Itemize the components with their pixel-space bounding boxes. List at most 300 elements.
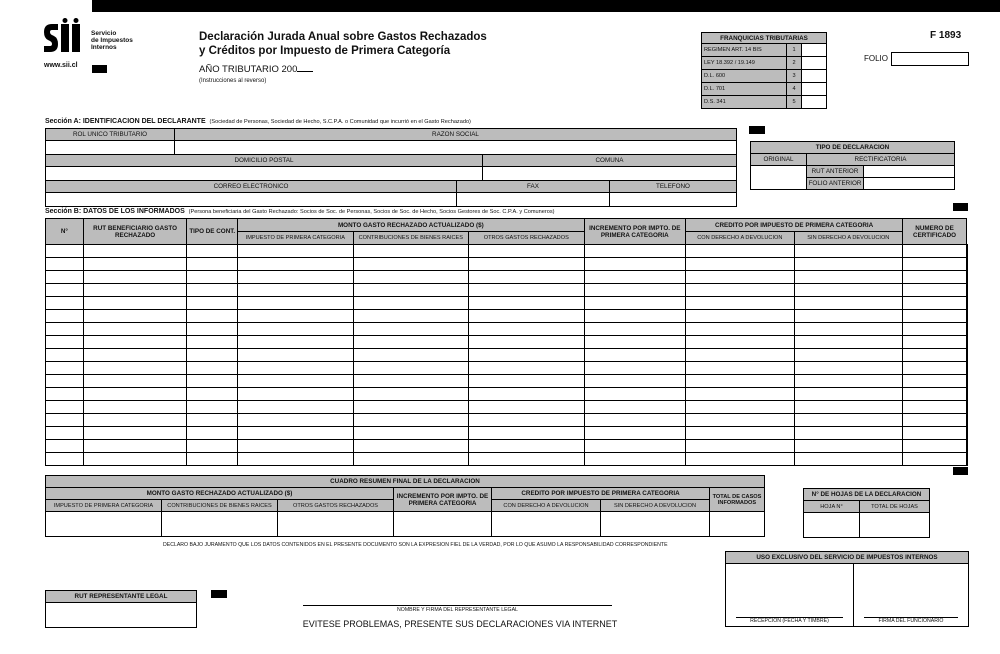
- table-cell[interactable]: [353, 323, 469, 336]
- table-cell[interactable]: [469, 297, 584, 310]
- table-cell[interactable]: [83, 388, 187, 401]
- table-cell[interactable]: [469, 414, 584, 427]
- corner-mark: [211, 590, 227, 598]
- original-box[interactable]: [751, 166, 807, 190]
- resumen-imp-field[interactable]: [46, 512, 162, 537]
- tipo-declaracion-table: [750, 141, 955, 190]
- table-cell[interactable]: [794, 440, 902, 453]
- table-cell[interactable]: [967, 245, 968, 258]
- table-cell[interactable]: [238, 362, 353, 375]
- table-cell[interactable]: [46, 349, 84, 362]
- table-cell[interactable]: [903, 323, 967, 336]
- table-cell[interactable]: [83, 258, 187, 271]
- table-cell[interactable]: [584, 284, 686, 297]
- table-cell[interactable]: [469, 349, 584, 362]
- resumen-total: TOTAL DE CASOS INFORMADOS: [710, 488, 765, 512]
- table-cell[interactable]: [353, 362, 469, 375]
- table-cell[interactable]: [238, 427, 353, 440]
- table-cell[interactable]: [46, 388, 84, 401]
- table-cell[interactable]: [469, 336, 584, 349]
- table-row: [46, 258, 968, 271]
- table-cell[interactable]: [83, 349, 187, 362]
- table-cell[interactable]: [967, 336, 968, 349]
- table-cell[interactable]: [83, 310, 187, 323]
- table-cell[interactable]: [83, 440, 187, 453]
- table-cell[interactable]: [187, 258, 238, 271]
- table-cell[interactable]: [46, 401, 84, 414]
- hojas-title: N° DE HOJAS DE LA DECLARACION: [804, 489, 930, 501]
- table-cell[interactable]: [238, 388, 353, 401]
- table-cell[interactable]: [46, 362, 84, 375]
- table-cell[interactable]: [903, 362, 967, 375]
- table-cell[interactable]: [967, 388, 968, 401]
- table-cell[interactable]: [187, 323, 238, 336]
- table-cell[interactable]: [238, 297, 353, 310]
- table-cell[interactable]: [903, 349, 967, 362]
- table-cell[interactable]: [469, 271, 584, 284]
- rectificatoria-label: RECTIFICATORIA: [807, 154, 955, 166]
- table-cell[interactable]: [469, 258, 584, 271]
- table-cell[interactable]: [903, 440, 967, 453]
- table-cell[interactable]: [794, 414, 902, 427]
- corner-mark: [953, 467, 968, 475]
- table-cell[interactable]: [469, 375, 584, 388]
- table-cell[interactable]: [903, 271, 967, 284]
- table-cell[interactable]: [794, 388, 902, 401]
- rut-legal-field[interactable]: [46, 603, 197, 628]
- table-cell[interactable]: [83, 375, 187, 388]
- franquicia-num: 1: [787, 44, 802, 57]
- table-cell[interactable]: [238, 414, 353, 427]
- col-con: CON DERECHO A DEVOLUCION: [686, 232, 794, 245]
- table-cell[interactable]: [967, 297, 968, 310]
- section-a-title: Sección A: IDENTIFICACION DEL DECLARANTE (Sociedad de Personas, Sociedad de Hecho, S.C.P.A. o Comunidad que incurrió en el Gasto Rechazado): [45, 118, 471, 125]
- table-cell[interactable]: [187, 336, 238, 349]
- table-cell[interactable]: [353, 349, 469, 362]
- table-cell[interactable]: [794, 401, 902, 414]
- table-cell[interactable]: [903, 414, 967, 427]
- table-cell[interactable]: [46, 245, 84, 258]
- table-row: [46, 271, 968, 284]
- table-cell[interactable]: [187, 401, 238, 414]
- table-cell[interactable]: [353, 336, 469, 349]
- table-cell[interactable]: [83, 284, 187, 297]
- resumen-monto: MONTO GASTO RECHAZADO ACTUALIZADO ($): [46, 488, 394, 500]
- corner-mark: [749, 126, 765, 134]
- uso-sii-title: USO EXCLUSIVO DEL SERVICIO DE IMPUESTOS INTERNOS: [726, 552, 969, 564]
- razon-header: RAZON SOCIAL: [175, 129, 737, 141]
- rut-legal-label: RUT REPRESENTANTE LEGAL: [46, 591, 197, 603]
- table-cell[interactable]: [238, 258, 353, 271]
- table-cell[interactable]: [967, 414, 968, 427]
- table-cell[interactable]: [187, 245, 238, 258]
- franquicia-num: 2: [787, 57, 802, 70]
- table-cell[interactable]: [238, 401, 353, 414]
- table-cell[interactable]: [46, 258, 84, 271]
- table-cell[interactable]: [967, 349, 968, 362]
- table-cell[interactable]: [469, 310, 584, 323]
- table-cell[interactable]: [46, 284, 84, 297]
- table-cell[interactable]: [794, 349, 902, 362]
- table-cell[interactable]: [967, 284, 968, 297]
- website-url: www.sii.cl: [44, 62, 78, 69]
- table-cell[interactable]: [238, 271, 353, 284]
- hoja-label: HOJA N°: [804, 501, 860, 513]
- sii-logo: [44, 18, 86, 58]
- table-cell[interactable]: [469, 284, 584, 297]
- hoja-field[interactable]: [804, 513, 860, 538]
- table-cell[interactable]: [584, 271, 686, 284]
- razon-field[interactable]: [175, 141, 737, 155]
- table-cell[interactable]: [46, 323, 84, 336]
- table-cell[interactable]: [46, 427, 84, 440]
- table-cell[interactable]: [46, 453, 84, 466]
- informados-rows: [46, 245, 968, 466]
- table-cell[interactable]: [686, 414, 794, 427]
- tipo-title: TIPO DE DECLARACION: [751, 142, 955, 154]
- table-cell[interactable]: [238, 375, 353, 388]
- table-cell[interactable]: [469, 453, 584, 466]
- table-cell[interactable]: [83, 453, 187, 466]
- resumen-incremento-field[interactable]: [394, 512, 492, 537]
- table-row: [46, 310, 968, 323]
- table-cell[interactable]: [584, 427, 686, 440]
- firma-funcionario-label: FIRMA DEL FUNCIONARIO: [864, 617, 958, 624]
- table-cell[interactable]: [187, 414, 238, 427]
- table-cell[interactable]: [46, 414, 84, 427]
- table-cell[interactable]: [903, 258, 967, 271]
- table-cell[interactable]: [967, 401, 968, 414]
- table-cell[interactable]: [794, 362, 902, 375]
- folio-anterior-label: FOLIO ANTERIOR: [807, 178, 864, 190]
- table-cell[interactable]: [353, 245, 469, 258]
- table-cell[interactable]: [238, 323, 353, 336]
- section-b-title: Sección B: DATOS DE LOS INFORMADOS (Persona beneficiaria del Gasto Rechazado: Socios de Soc. de Personas, Socios de Soc. de Hecho, Socios Gestores de Soc. C.P.A. y Comuneros): [45, 208, 555, 215]
- uso-sii-table: [725, 551, 969, 627]
- table-cell[interactable]: [903, 401, 967, 414]
- table-cell[interactable]: [238, 440, 353, 453]
- table-cell[interactable]: [353, 310, 469, 323]
- resumen-con: CON DERECHO A DEVOLUCION: [492, 500, 601, 512]
- resumen-contrib: CONTRIBUCIONES DE BIENES RAICES: [162, 500, 278, 512]
- table-cell[interactable]: [686, 271, 794, 284]
- table-cell[interactable]: [584, 375, 686, 388]
- table-row: [46, 297, 968, 310]
- resumen-sin: SIN DERECHO A DEVOLUCION: [601, 500, 710, 512]
- col-incremento: INCREMENTO POR IMPTO. DE PRIMERA CATEGORIA: [584, 219, 686, 245]
- col-tipo: TIPO DE CONT.: [187, 219, 238, 245]
- table-cell[interactable]: [967, 375, 968, 388]
- table-cell[interactable]: [469, 323, 584, 336]
- table-row: [46, 323, 968, 336]
- table-cell[interactable]: [686, 375, 794, 388]
- table-cell[interactable]: [794, 336, 902, 349]
- franquicia-num: 3: [787, 70, 802, 83]
- table-cell[interactable]: [794, 375, 902, 388]
- table-row: [46, 336, 968, 349]
- table-cell[interactable]: [187, 453, 238, 466]
- form-number: F 1893: [930, 30, 962, 41]
- table-cell[interactable]: [83, 427, 187, 440]
- table-cell[interactable]: [353, 440, 469, 453]
- table-cell[interactable]: [584, 297, 686, 310]
- table-row: [46, 349, 968, 362]
- table-cell[interactable]: [238, 284, 353, 297]
- table-cell[interactable]: [353, 401, 469, 414]
- table-cell[interactable]: [903, 388, 967, 401]
- instructions-note: (Instrucciones al reverso): [199, 78, 267, 84]
- resumen-otros: OTROS GASTOS RECHAZADOS: [278, 500, 394, 512]
- table-cell[interactable]: [83, 362, 187, 375]
- resumen-con-field[interactable]: [492, 512, 601, 537]
- folio-input[interactable]: [891, 52, 969, 66]
- table-cell[interactable]: [686, 427, 794, 440]
- table-cell[interactable]: [584, 388, 686, 401]
- col-contrib: CONTRIBUCIONES DE BIENES RAICES: [353, 232, 469, 245]
- table-cell[interactable]: [903, 245, 967, 258]
- correo-header: CORREO ELECTRONICO: [46, 181, 457, 193]
- rut-legal-table: [45, 590, 197, 628]
- table-cell[interactable]: [353, 414, 469, 427]
- table-row: [46, 362, 968, 375]
- rut-field[interactable]: [46, 141, 175, 155]
- domicilio-field[interactable]: [46, 167, 483, 181]
- table-cell[interactable]: [794, 310, 902, 323]
- table-row: [46, 453, 968, 466]
- franquicia-box[interactable]: [802, 96, 827, 109]
- franquicia-label: D.L. 600: [702, 70, 787, 83]
- resumen-otros-field[interactable]: [278, 512, 394, 537]
- table-cell[interactable]: [967, 323, 968, 336]
- table-cell[interactable]: [46, 310, 84, 323]
- resumen-credito: CREDITO POR IMPUESTO DE PRIMERA CATEGORIA: [492, 488, 710, 500]
- tax-year: AÑO TRIBUTARIO 200: [199, 64, 313, 75]
- table-cell[interactable]: [686, 245, 794, 258]
- table-cell[interactable]: [967, 271, 968, 284]
- franquicia-label: D.S. 341: [702, 96, 787, 109]
- table-cell[interactable]: [584, 362, 686, 375]
- table-cell[interactable]: [353, 453, 469, 466]
- table-cell[interactable]: [46, 375, 84, 388]
- table-cell[interactable]: [353, 388, 469, 401]
- table-cell[interactable]: [686, 258, 794, 271]
- total-hojas-field[interactable]: [860, 513, 930, 538]
- table-row: [46, 245, 968, 258]
- table-cell[interactable]: [794, 245, 902, 258]
- table-cell[interactable]: [469, 401, 584, 414]
- table-cell[interactable]: [584, 323, 686, 336]
- table-cell[interactable]: [83, 271, 187, 284]
- table-cell[interactable]: [353, 375, 469, 388]
- correo-field[interactable]: [46, 193, 457, 207]
- total-hojas-label: TOTAL DE HOJAS: [860, 501, 930, 513]
- firma-funcionario-box[interactable]: [854, 564, 969, 627]
- table-cell[interactable]: [187, 388, 238, 401]
- table-cell[interactable]: [903, 453, 967, 466]
- folio-anterior-field[interactable]: [864, 178, 955, 190]
- domicilio-header: DOMICILIO POSTAL: [46, 155, 483, 167]
- table-cell[interactable]: [187, 349, 238, 362]
- table-cell[interactable]: [686, 349, 794, 362]
- table-cell[interactable]: [686, 440, 794, 453]
- resumen-table: [45, 475, 765, 537]
- declarante-table: [45, 128, 737, 155]
- col-monto: MONTO GASTO RECHAZADO ACTUALIZADO ($): [238, 219, 584, 232]
- franquicia-num: 5: [787, 96, 802, 109]
- table-cell[interactable]: [794, 323, 902, 336]
- table-cell[interactable]: [686, 388, 794, 401]
- corner-mark: [92, 65, 107, 73]
- fax-field[interactable]: [457, 193, 610, 207]
- table-cell[interactable]: [903, 375, 967, 388]
- table-cell[interactable]: [794, 297, 902, 310]
- table-cell[interactable]: [584, 440, 686, 453]
- table-cell[interactable]: [794, 427, 902, 440]
- table-cell[interactable]: [187, 362, 238, 375]
- table-cell[interactable]: [903, 427, 967, 440]
- table-cell[interactable]: [903, 284, 967, 297]
- table-cell[interactable]: [83, 297, 187, 310]
- table-cell[interactable]: [469, 427, 584, 440]
- table-cell[interactable]: [353, 258, 469, 271]
- franquicia-box[interactable]: [802, 70, 827, 83]
- table-cell[interactable]: [584, 258, 686, 271]
- table-cell[interactable]: [83, 245, 187, 258]
- table-cell[interactable]: [686, 310, 794, 323]
- table-cell[interactable]: [584, 349, 686, 362]
- table-cell[interactable]: [584, 336, 686, 349]
- table-cell[interactable]: [903, 336, 967, 349]
- table-cell[interactable]: [238, 310, 353, 323]
- top-black-bar: [92, 0, 1000, 12]
- domicilio-table: [45, 154, 737, 181]
- table-row: [46, 284, 968, 297]
- franquicia-label: D.L. 701: [702, 83, 787, 96]
- table-cell[interactable]: [794, 453, 902, 466]
- table-row: [46, 375, 968, 388]
- table-cell[interactable]: [967, 440, 968, 453]
- table-cell[interactable]: [686, 284, 794, 297]
- table-row: [46, 388, 968, 401]
- resumen-title: CUADRO RESUMEN FINAL DE LA DECLARACION: [46, 476, 765, 488]
- table-cell[interactable]: [794, 271, 902, 284]
- signature-line[interactable]: [303, 605, 612, 606]
- table-cell[interactable]: [187, 297, 238, 310]
- table-cell[interactable]: [686, 336, 794, 349]
- fax-header: FAX: [457, 181, 610, 193]
- franquicia-label: LEY 18.392 / 19.149: [702, 57, 787, 70]
- table-cell[interactable]: [353, 271, 469, 284]
- table-cell[interactable]: [584, 245, 686, 258]
- table-row: [46, 440, 968, 453]
- table-cell[interactable]: [46, 297, 84, 310]
- recepcion-label: RECEPCION (FECHA Y TIMBRE): [736, 617, 843, 624]
- table-cell[interactable]: [469, 245, 584, 258]
- table-cell[interactable]: [584, 453, 686, 466]
- col-imp: IMPUESTO DE PRIMERA CATEGORIA: [238, 232, 353, 245]
- table-cell[interactable]: [187, 375, 238, 388]
- table-cell[interactable]: [187, 427, 238, 440]
- table-cell[interactable]: [469, 440, 584, 453]
- resumen-total-field[interactable]: [710, 512, 765, 537]
- table-cell[interactable]: [187, 440, 238, 453]
- telefono-field[interactable]: [610, 193, 737, 207]
- table-cell[interactable]: [46, 271, 84, 284]
- telefono-header: TELEFONO: [610, 181, 737, 193]
- table-cell[interactable]: [967, 453, 968, 466]
- franquicia-box[interactable]: [802, 44, 827, 57]
- table-cell[interactable]: [686, 297, 794, 310]
- comuna-header: COMUNA: [483, 155, 737, 167]
- rut-header: ROL UNICO TRIBUTARIO: [46, 129, 175, 141]
- table-cell[interactable]: [238, 336, 353, 349]
- table-cell[interactable]: [353, 284, 469, 297]
- rut-anterior-field[interactable]: [864, 166, 955, 178]
- table-cell[interactable]: [967, 427, 968, 440]
- table-cell[interactable]: [686, 323, 794, 336]
- corner-mark: [953, 203, 968, 211]
- table-row: [46, 427, 968, 440]
- comuna-field[interactable]: [483, 167, 737, 181]
- table-cell[interactable]: [46, 336, 84, 349]
- table-cell[interactable]: [967, 310, 968, 323]
- table-cell[interactable]: [686, 401, 794, 414]
- table-cell[interactable]: [967, 258, 968, 271]
- table-cell[interactable]: [187, 310, 238, 323]
- franquicia-box[interactable]: [802, 83, 827, 96]
- table-cell[interactable]: [238, 453, 353, 466]
- table-cell[interactable]: [584, 414, 686, 427]
- form-title: Declaración Jurada Anual sobre Gastos Rechazados y Créditos por Impuesto de Primera Categoría: [199, 31, 487, 57]
- franquicias-title: FRANQUICIAS TRIBUTARIAS: [702, 33, 827, 44]
- table-cell[interactable]: [83, 323, 187, 336]
- table-cell[interactable]: [794, 284, 902, 297]
- table-row: [46, 401, 968, 414]
- table-cell[interactable]: [238, 245, 353, 258]
- table-cell[interactable]: [584, 401, 686, 414]
- table-cell[interactable]: [83, 401, 187, 414]
- table-cell[interactable]: [686, 453, 794, 466]
- table-cell[interactable]: [238, 349, 353, 362]
- internet-note: EVITESE PROBLEMAS, PRESENTE SUS DECLARACIONES VIA INTERNET: [302, 619, 618, 629]
- col-rut: RUT BENEFICIARIO GASTO RECHAZADO: [83, 219, 187, 245]
- table-cell[interactable]: [967, 362, 968, 375]
- resumen-sin-field[interactable]: [601, 512, 710, 537]
- table-cell[interactable]: [903, 310, 967, 323]
- declaration-note: DECLARO BAJO JURAMENTO QUE LOS DATOS CONTENIDOS EN EL PRESENTE DOCUMENTO SON LA EXPRESION FIEL DE LA VERDAD, POR LO QUE ASUMO LA RESPONSABILIDAD CORRESPONDIENTE: [163, 542, 668, 548]
- table-cell[interactable]: [584, 310, 686, 323]
- resumen-imp: IMPUESTO DE PRIMERA CATEGORIA: [46, 500, 162, 512]
- franquicia-box[interactable]: [802, 57, 827, 70]
- table-cell[interactable]: [469, 388, 584, 401]
- table-cell[interactable]: [187, 271, 238, 284]
- franquicia-num: 4: [787, 83, 802, 96]
- recepcion-box[interactable]: [726, 564, 854, 627]
- table-cell[interactable]: [353, 427, 469, 440]
- table-cell[interactable]: [187, 284, 238, 297]
- table-cell[interactable]: [83, 414, 187, 427]
- table-cell[interactable]: [686, 362, 794, 375]
- resumen-contrib-field[interactable]: [162, 512, 278, 537]
- table-cell[interactable]: [83, 336, 187, 349]
- table-cell[interactable]: [903, 297, 967, 310]
- table-cell[interactable]: [469, 362, 584, 375]
- table-cell[interactable]: [353, 297, 469, 310]
- franquicia-label: REGIMEN ART. 14 BIS: [702, 44, 787, 57]
- table-cell[interactable]: [794, 258, 902, 271]
- col-sin: SIN DERECHO A DEVOLUCION: [794, 232, 902, 245]
- table-cell[interactable]: [46, 440, 84, 453]
